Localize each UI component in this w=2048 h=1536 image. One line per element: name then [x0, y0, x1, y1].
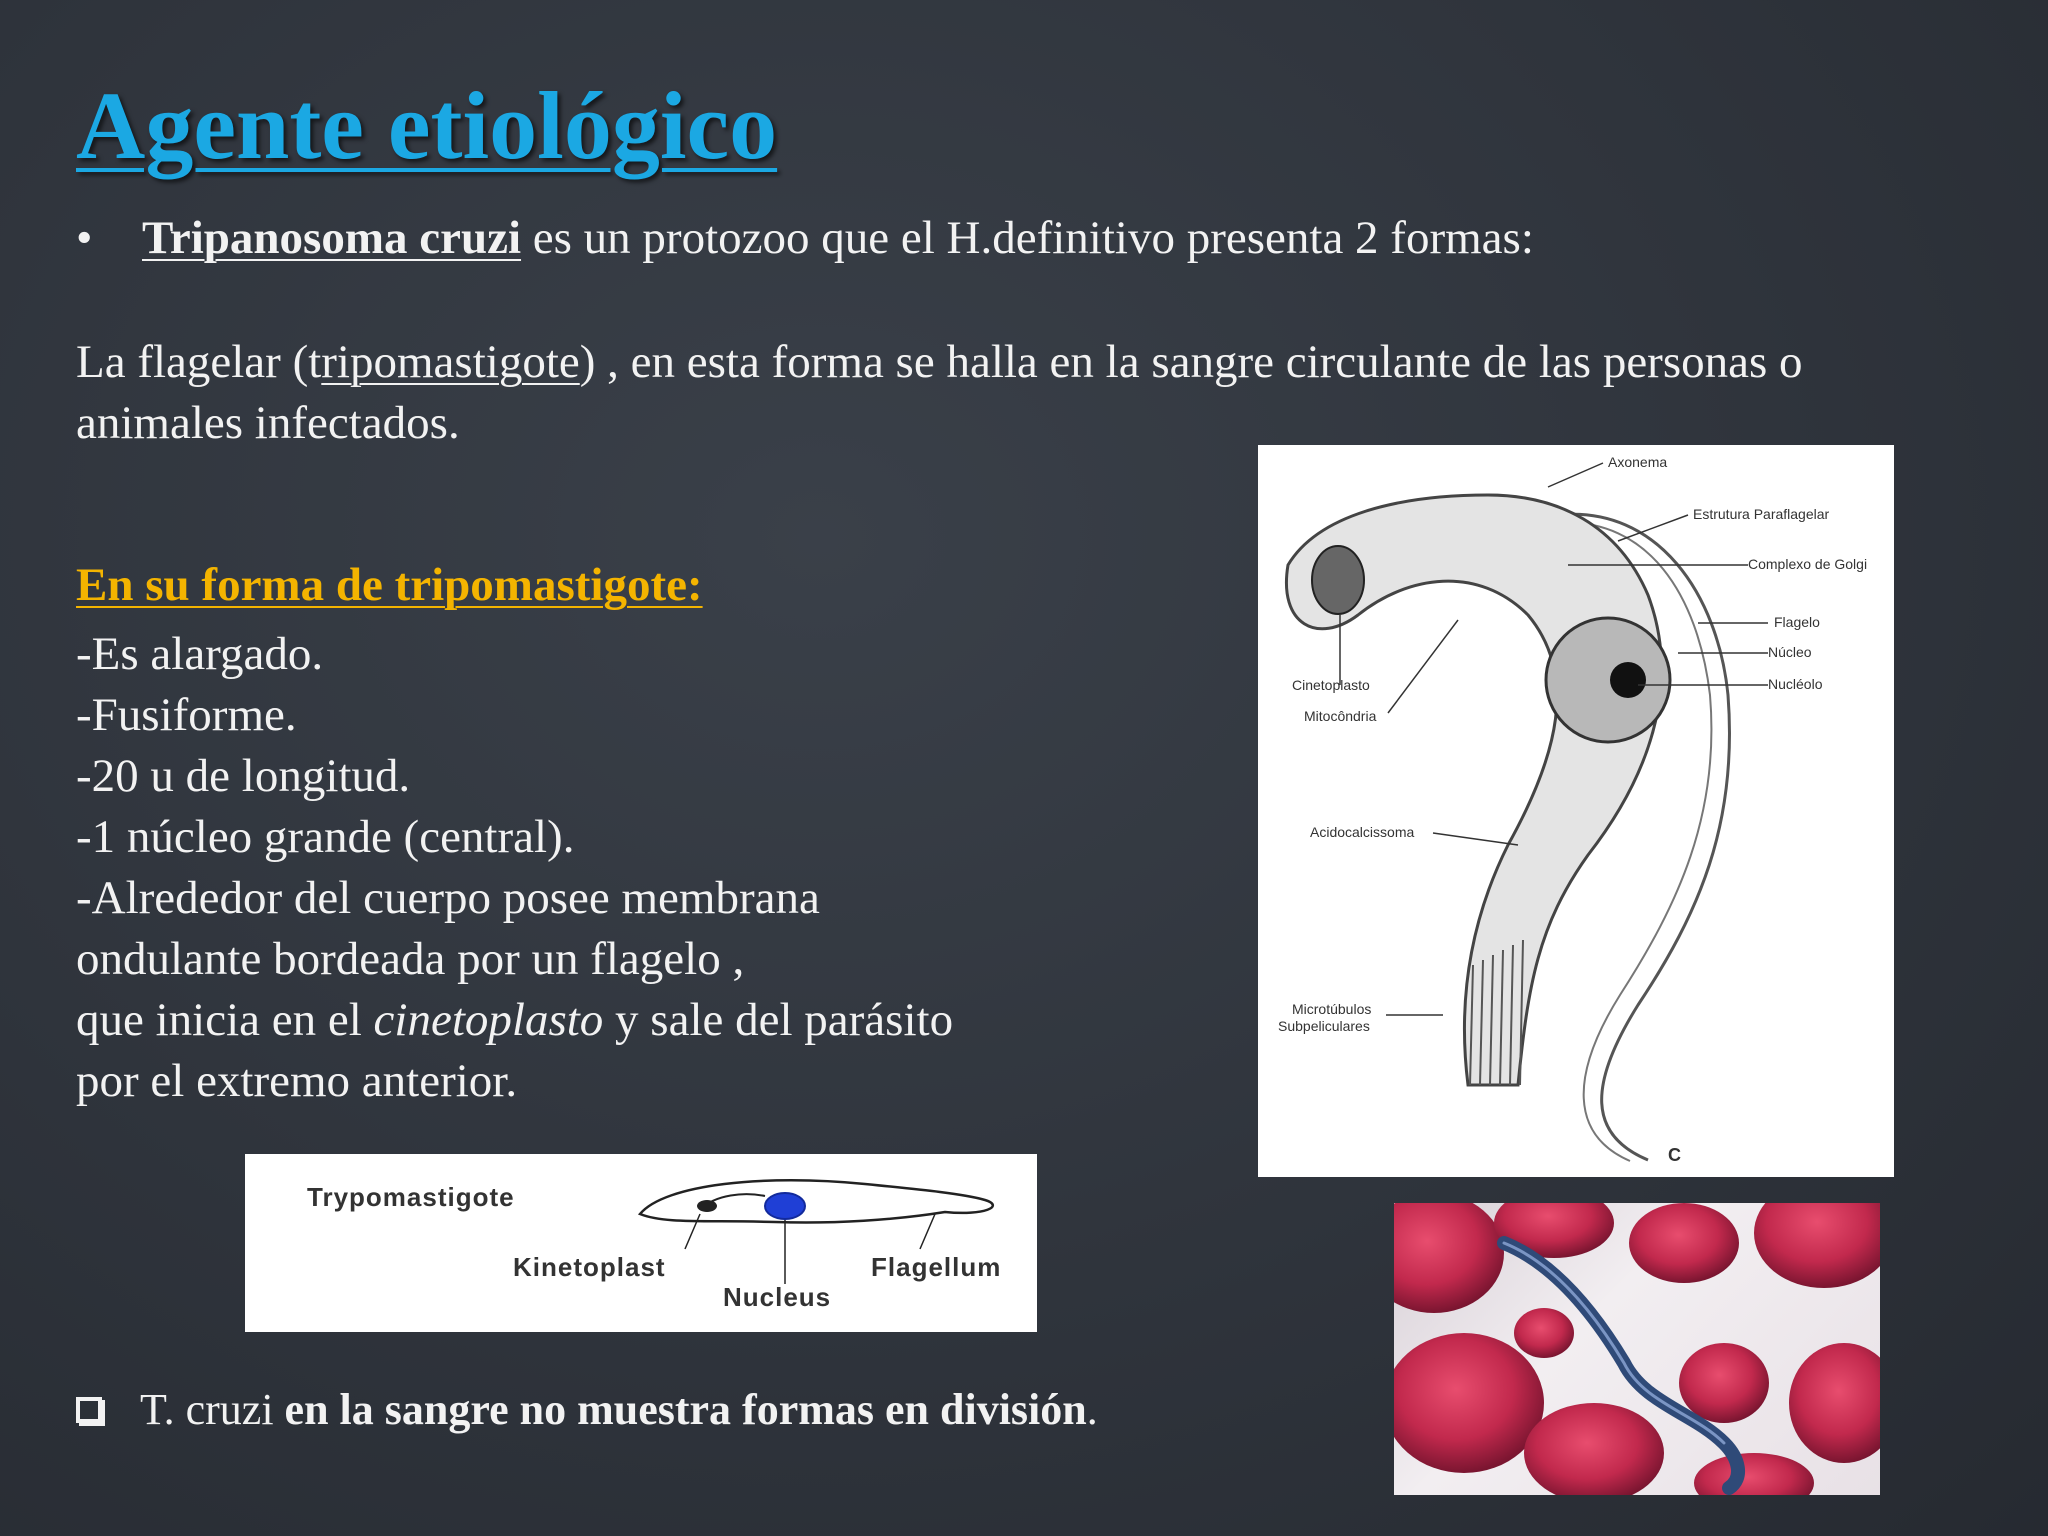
strip-title: Trypomastigote: [307, 1182, 515, 1212]
organism-name: Tripanosoma cruzi: [142, 212, 522, 264]
strip-nucleus-label: Nucleus: [723, 1282, 832, 1312]
footnote-bold: en la sangre no muestra formas en división: [284, 1385, 1087, 1434]
feature-item: [76, 990, 1176, 1051]
strip-body: [640, 1180, 993, 1222]
slide-title: Agente etiológico: [76, 72, 778, 179]
checkbox-bullet-icon: [76, 1397, 102, 1423]
feature-suffix: y sale del parásito: [603, 994, 954, 1046]
strip-nucleus: [765, 1193, 805, 1219]
strip-kinetoplast-label: Kinetoplast: [513, 1252, 666, 1282]
label-acidocalcissoma: Acidocalcissoma: [1310, 824, 1415, 840]
footnote-end: .: [1086, 1385, 1098, 1434]
label-microtubulos-1: Microtúbulos: [1292, 1001, 1372, 1017]
feature-list: [76, 624, 1176, 1112]
trypomastigote-diagram: [1258, 445, 1894, 1177]
diagram-svg: [1258, 445, 1894, 1177]
bullet-marker: •: [76, 212, 93, 264]
subheading: En su forma de tripomastigote:: [76, 559, 703, 611]
trypomastigote-strip: [245, 1154, 1037, 1332]
kinetoplast-shape: [1312, 546, 1364, 614]
strip-flagellum-label: Flagellum: [871, 1252, 1002, 1282]
label-golgi: Complexo de Golgi: [1748, 556, 1868, 572]
feature-item: por el extremo anterior.: [76, 1055, 518, 1107]
feature-item: ondulante bordeada por un flagelo ,: [76, 933, 745, 985]
label-axonema: Axonema: [1608, 454, 1668, 470]
blood-cells-photo: [1394, 1203, 1880, 1495]
feature-item: -1 núcleo grande (central).: [76, 811, 575, 863]
feature-italic: cinetoplasto: [373, 994, 604, 1046]
label-mitocondria: Mitocôndria: [1304, 708, 1377, 724]
bullet-text: es un protozoo que el H.definitivo presenta 2 formas:: [521, 212, 1534, 264]
feature-item: -Fusiforme.: [76, 689, 297, 741]
intro-underlined: ripomastigote: [321, 336, 580, 388]
intro-part-2: ) , en esta forma se halla en la sangre circulante de las personas o animales infectados.: [76, 336, 1803, 449]
feature-item: -Es alargado.: [76, 628, 324, 680]
footnote: [76, 1384, 1098, 1435]
footnote-normal: T. cruzi: [140, 1385, 285, 1434]
label-nucleo: Núcleo: [1768, 644, 1812, 660]
intro-paragraph: [76, 332, 1956, 454]
label-paraflagelar: Estrutura Paraflagelar: [1693, 506, 1830, 522]
intro-part-1: La flagelar (t: [76, 336, 322, 388]
strip-kinetoplast: [697, 1200, 717, 1212]
nucleolus-shape: [1610, 662, 1646, 698]
label-nucleolo: Nucléolo: [1768, 676, 1823, 692]
nucleus-shape: [1546, 618, 1670, 742]
bullet-line: [76, 208, 1534, 269]
feature-prefix: que inicia en el: [76, 994, 374, 1046]
label-panel: C: [1668, 1145, 1681, 1165]
feature-item: -20 u de longitud.: [76, 750, 411, 802]
label-microtubulos-2: Subpeliculares: [1278, 1018, 1370, 1034]
feature-item: -Alrededor del cuerpo posee membrana: [76, 872, 820, 924]
label-cinetoplasto: Cinetoplasto: [1292, 677, 1370, 693]
photo-svg: [1394, 1203, 1880, 1495]
label-flagelo: Flagelo: [1774, 614, 1820, 630]
red-blood-cells: [1394, 1203, 1880, 1495]
strip-svg: [245, 1154, 1037, 1332]
